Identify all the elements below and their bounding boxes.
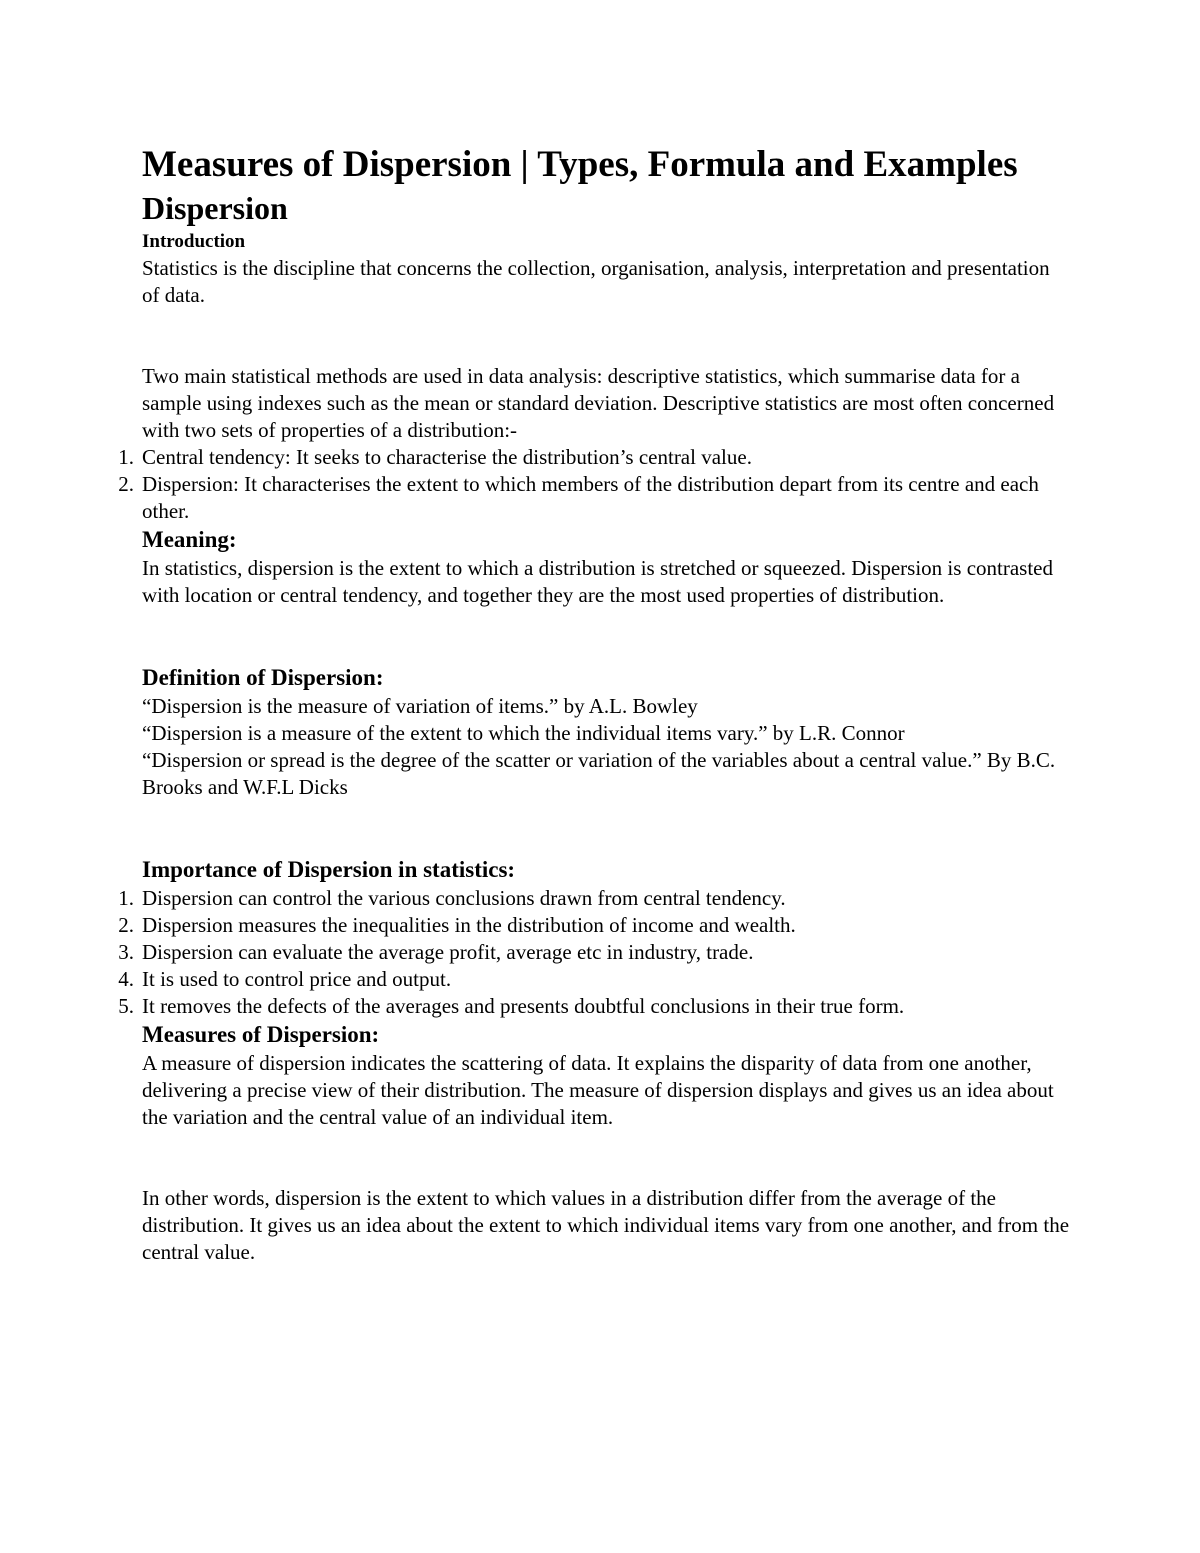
list-number: 2. [118, 913, 134, 937]
introduction-heading: Introduction [142, 231, 246, 252]
list-item [118, 939, 1072, 966]
other-words-paragraph: In other words, dispersion is the extent to which values in a distribution differ from the average of the distribution. It gives us an idea about the extent to which individual items vary from one another, and from the central value. [142, 1186, 1070, 1264]
importance-heading: Importance of Dispersion in statistics: [142, 857, 516, 882]
list-number: 4. [118, 967, 134, 991]
section-heading: Dispersion [142, 190, 288, 226]
list-number: 2. [118, 472, 134, 496]
list-text: Central tendency: It seeks to characterise the distribution’s central value. [142, 445, 752, 469]
list-number: 1. [118, 445, 134, 469]
list-item [118, 885, 1072, 912]
list-item [118, 966, 1072, 993]
methods-paragraph: Two main statistical methods are used in data analysis: descriptive statistics, which summarise data for a sample using indexes such as the mean or standard deviation. Descriptive statistics are most often concerned with two sets of properties of a distribution:- [142, 364, 1055, 442]
measures-heading: Measures of Dispersion: [142, 1022, 380, 1047]
definition-heading: Definition of Dispersion: [142, 665, 384, 690]
list-number: 1. [118, 886, 134, 910]
list-text: Dispersion measures the inequalities in the distribution of income and wealth. [142, 913, 796, 937]
list-item [118, 471, 1072, 525]
list-text: It removes the defects of the averages and presents doubtful conclusions in their true form. [142, 994, 905, 1018]
list-text: Dispersion can control the various conclusions drawn from central tendency. [142, 886, 786, 910]
list-item [118, 993, 1072, 1020]
list-item [118, 444, 1072, 471]
measures-paragraph: A measure of dispersion indicates the scattering of data. It explains the disparity of data from one another, delivering a precise view of their distribution. The measure of dispersion displays and gives us an idea about the variation and the central value of an individual item. [142, 1051, 1054, 1129]
definition-quote-connor: “Dispersion is a measure of the extent to which the individual items vary.” by L.R. Connor [142, 721, 905, 745]
spacer [142, 609, 1072, 663]
meaning-paragraph: In statistics, dispersion is the extent to which a distribution is stretched or squeezed. Dispersion is contrasted with location or central tendency, and together they are the most used properties of distribution. [142, 556, 1053, 607]
spacer [142, 309, 1072, 363]
list-number: 5. [118, 994, 134, 1018]
document-title: Measures of Dispersion | Types, Formula and Examples [142, 144, 1018, 185]
importance-list [118, 885, 1072, 1020]
definition-quote-bowley: “Dispersion is the measure of variation of items.” by A.L. Bowley [142, 694, 698, 718]
meaning-heading: Meaning: [142, 527, 237, 552]
document-body [118, 142, 1072, 1266]
properties-list [118, 444, 1072, 525]
introduction-paragraph: Statistics is the discipline that concerns the collection, organisation, analysis, interpretation and presentation of data. [142, 256, 1050, 307]
list-text: Dispersion can evaluate the average profit, average etc in industry, trade. [142, 940, 754, 964]
spacer [142, 1131, 1072, 1185]
list-item [118, 912, 1072, 939]
list-text: Dispersion: It characterises the extent to which members of the distribution depart from its centre and each other. [142, 472, 1039, 523]
list-number: 3. [118, 940, 134, 964]
list-text: It is used to control price and output. [142, 967, 452, 991]
definition-quote-brooks: “Dispersion or spread is the degree of the scatter or variation of the variables about a central value.” By B.C. Brooks and W.F.L Dicks [142, 748, 1056, 799]
spacer [142, 801, 1072, 855]
